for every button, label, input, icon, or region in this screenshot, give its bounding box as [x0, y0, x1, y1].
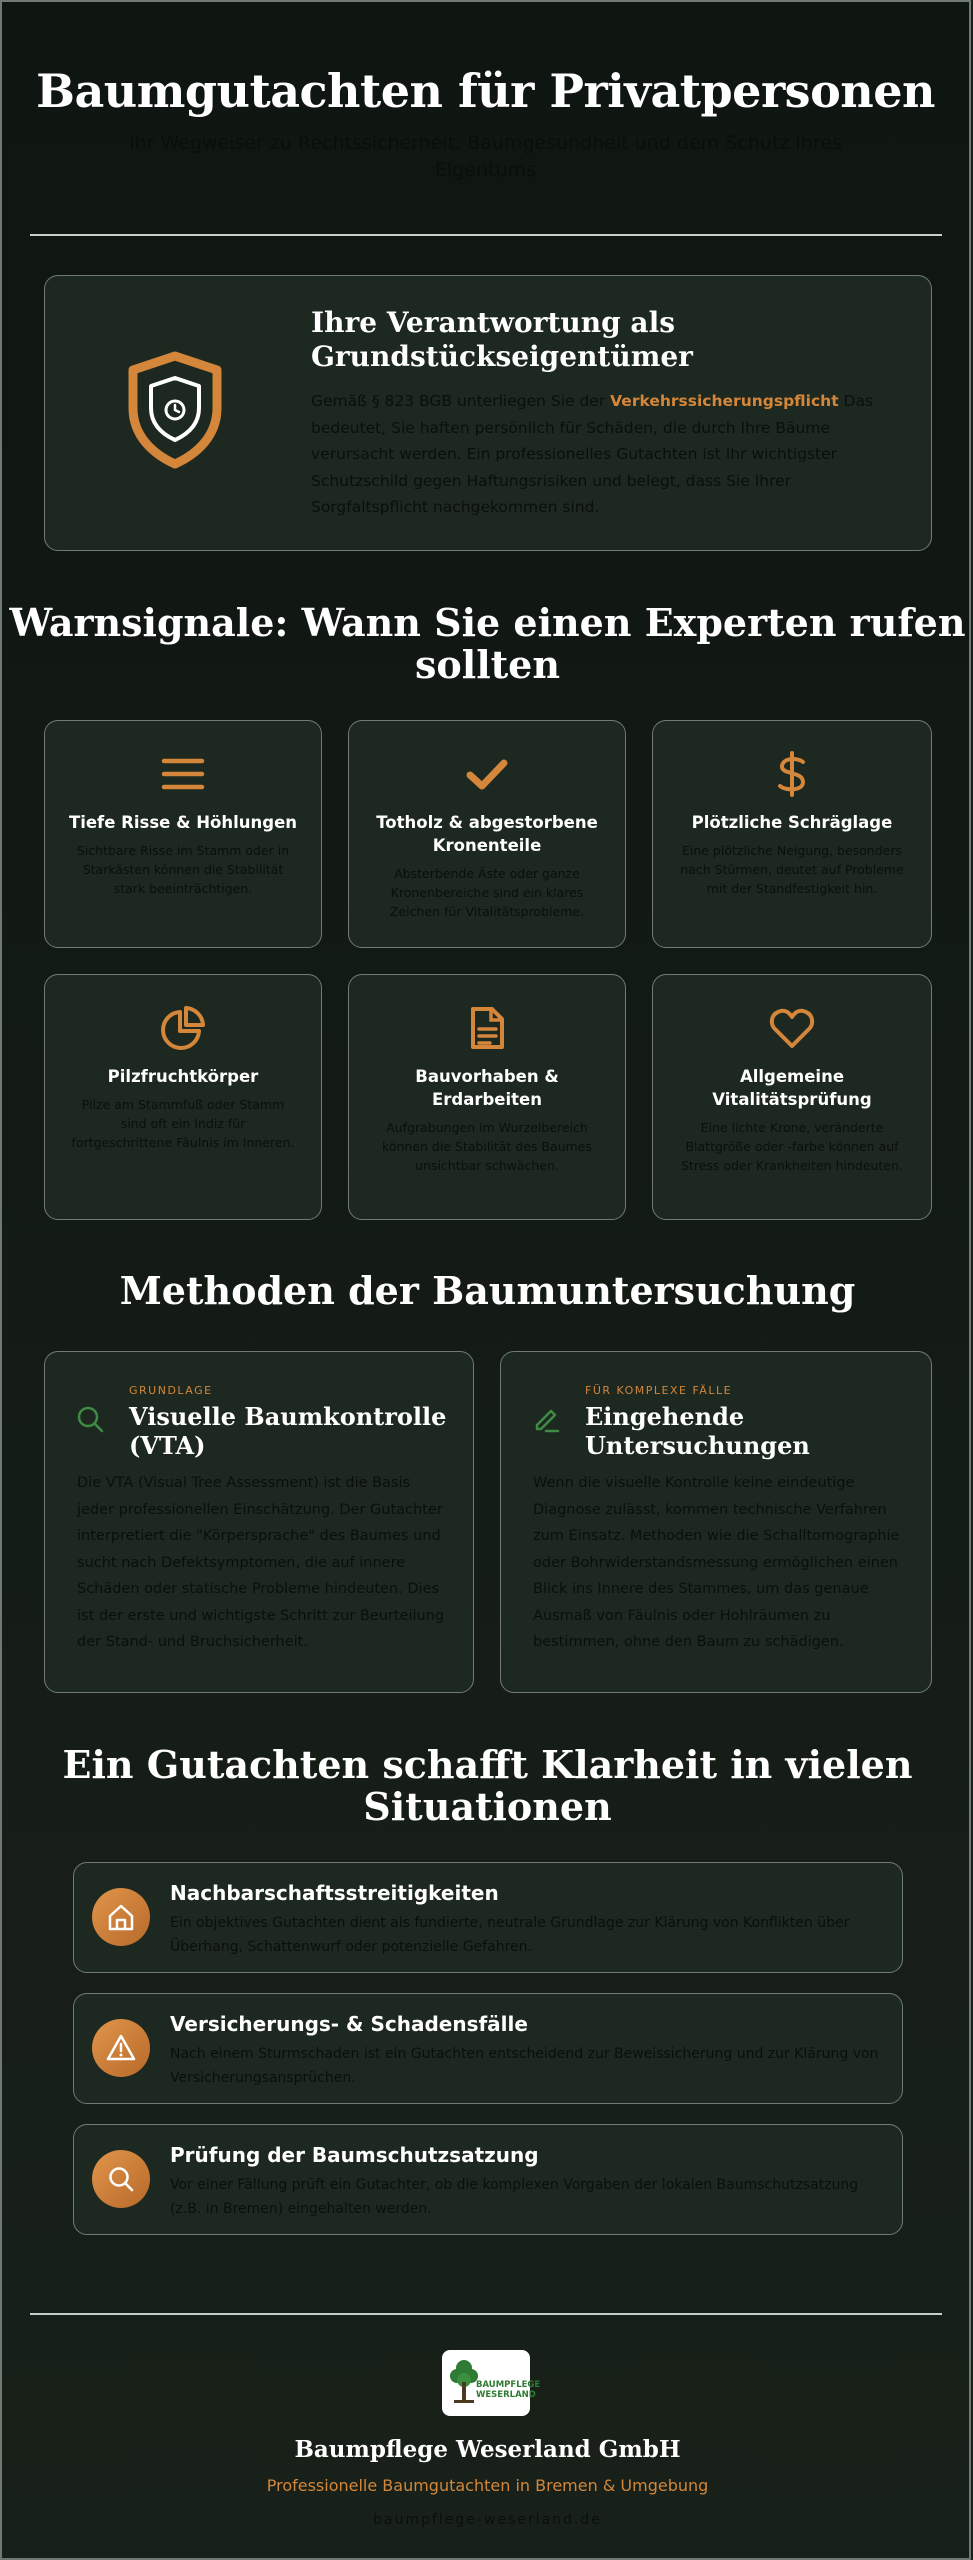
method-label: FÜR KOMPLEXE FÄLLE — [585, 1384, 733, 1397]
method-card — [500, 1351, 932, 1693]
warning-title: Bauvorhaben & Erdarbeiten — [415, 1067, 559, 1109]
page-subtitle: Ihr Wegweiser zu Rechtssicherheit, Baumgesundheit und dem Schutz Ihres Eigentums — [129, 132, 842, 181]
situation-text: Ein objektives Gutachten dient als fundierte, neutrale Grundlage zur Klärung von Konflikten über Überhang, Schattenwurf oder potenzielle Gefahren. — [170, 1915, 850, 1955]
warning-card — [652, 720, 932, 948]
website-link[interactable]: baumpflege-weserland.de — [373, 2512, 602, 2528]
check-icon — [464, 751, 510, 797]
search-icon — [106, 2164, 136, 2194]
header — [2, 2, 969, 184]
method-card — [44, 1351, 474, 1693]
search-icon — [75, 1404, 105, 1434]
pie-chart-icon — [160, 1005, 206, 1051]
situation-icon-badge — [92, 1888, 150, 1946]
responsibility-text-after: Das bedeutet, Sie haften persönlich für Schäden, die durch Ihre Bäume verursacht werden. Ein professionelles Gutachten ist Ihr wichtigster Schutzschild gegen Haftungsrisiken und belegt, dass Sie Ihrer Sorgfaltspflicht nachgekommen sind. — [311, 392, 874, 516]
logo-text-1: BAUMPFLEGE — [476, 2380, 541, 2390]
warning-text: Aufgrabungen im Wurzelbereich können die Stabilität des Baumes unsichtbar schwächen. — [382, 1120, 592, 1173]
warning-icon — [106, 2033, 136, 2063]
warning-card — [44, 974, 322, 1220]
situation-card — [73, 1862, 903, 1973]
method-title: Visuelle Baumkontrolle (VTA) — [129, 1402, 447, 1460]
situation-text: Nach einem Sturmschaden ist ein Gutachten entscheidend zur Beweissicherung und zur Klärung von Versicherungsansprüchen. — [170, 2046, 879, 2086]
method-title: Eingehende Untersuchungen — [585, 1402, 810, 1460]
responsibility-text-before: Gemäß § 823 BGB unterliegen Sie der — [311, 392, 611, 410]
method-label: GRUNDLAGE — [129, 1384, 213, 1397]
situation-icon-badge — [92, 2019, 150, 2077]
company-tagline: Professionelle Baumgutachten in Bremen & Umgebung — [266, 2476, 709, 2495]
warning-title: Tiefe Risse & Höhlungen — [68, 813, 298, 832]
header-divider — [30, 234, 942, 236]
home-icon — [106, 1902, 136, 1932]
situation-card — [73, 2124, 903, 2235]
tree-logo-icon — [446, 2354, 541, 2412]
responsibility-text — [311, 388, 891, 521]
warnings-heading: Warnsignale: Wann Sie einen Experten rufen sollten — [9, 600, 966, 687]
pen-icon — [531, 1404, 561, 1434]
situation-text: Vor einer Fällung prüft ein Gutachter, ob die komplexen Vorgaben der lokalen Baumschutzsatzung (z.B. in Bremen) eingehalten werden. — [170, 2177, 859, 2217]
logo-text-2: WESERLAND — [476, 2390, 536, 2400]
company-logo — [442, 2350, 541, 2416]
warning-text: Eine lichte Krone, veränderte Blattgröße oder -farbe können auf Stress oder Krankheiten hindeuten. — [681, 1120, 903, 1173]
warning-title: Plötzliche Schräglage — [691, 813, 893, 832]
situation-card — [73, 1993, 903, 2104]
warning-text: Absterbende Äste oder ganze Kronenbereiche sind ein klares Zeichen für Vitalitätsprobleme. — [389, 866, 585, 919]
warning-card — [348, 974, 626, 1220]
methods-heading: Methoden der Baumuntersuchung — [119, 1268, 856, 1313]
warning-title: Totholz & abgestorbene Kronenteile — [376, 813, 598, 855]
situation-title: Prüfung der Baumschutzsatzung — [170, 2143, 539, 2167]
responsibility-highlight: Verkehrssicherungspflicht — [610, 392, 839, 410]
responsibility-card — [44, 275, 932, 551]
warning-text: Sichtbare Risse im Stamm oder in Starkästen können die Stabilität stark beeinträchtigen. — [76, 843, 290, 896]
situation-title: Nachbarschaftsstreitigkeiten — [170, 1881, 499, 1905]
heart-icon — [769, 1005, 815, 1051]
document-icon — [464, 1005, 510, 1051]
situation-icon-badge — [92, 2150, 150, 2208]
page-title: Baumgutachten für Privatpersonen — [36, 64, 935, 118]
lines-icon — [160, 751, 206, 797]
situation-title: Versicherungs- & Schadensfälle — [170, 2012, 528, 2036]
warning-card — [652, 974, 932, 1220]
warning-card — [44, 720, 322, 948]
warning-text: Pilze am Stammfuß oder Stamm sind oft ein Indiz für fortgeschrittene Fäulnis im Inneren. — [71, 1097, 295, 1150]
warning-card — [348, 720, 626, 948]
method-text: Die VTA (Visual Tree Assessment) ist die Basis jeder professionellen Einschätzung. Der Gutachter interpretiert die "Körpersprache" des Baumes und sucht nach Defektsymptomen, die auf innere Schäden oder statische Probleme hindeuten. Dies ist der erste und wichtigste Schritt zur Beurteilung der Stand- und Bruchsicherheit. — [77, 1475, 445, 1650]
situations-heading: Ein Gutachten schafft Klarheit in vielen Situationen — [62, 1742, 913, 1829]
responsibility-title: Ihre Verantwortung als Grundstückseigentümer — [311, 306, 693, 373]
footer-divider — [30, 2313, 942, 2315]
shield-clock-icon — [125, 350, 225, 468]
warning-text: Eine plötzliche Neigung, besonders nach Stürmen, deutet auf Probleme mit der Standfestigkeit hin. — [680, 843, 904, 896]
method-text: Wenn die visuelle Kontrolle keine eindeutige Diagnose zulässt, kommen technische Verfahren zum Einsatz. Methoden wie die Schalltomographie oder Bohrwiderstandsmessung ermöglichen einen Blick ins Innere des Stammes, um das genaue Ausmaß von Fäulnis oder Hohlräumen zu bestimmen, ohne den Baum zu schädigen. — [533, 1475, 900, 1650]
company-name: Baumpflege Weserland GmbH — [294, 2436, 681, 2463]
warning-title: Allgemeine Vitalitätsprüfung — [712, 1067, 872, 1109]
warning-title: Pilzfruchtkörper — [107, 1067, 259, 1086]
dollar-icon — [769, 751, 815, 797]
